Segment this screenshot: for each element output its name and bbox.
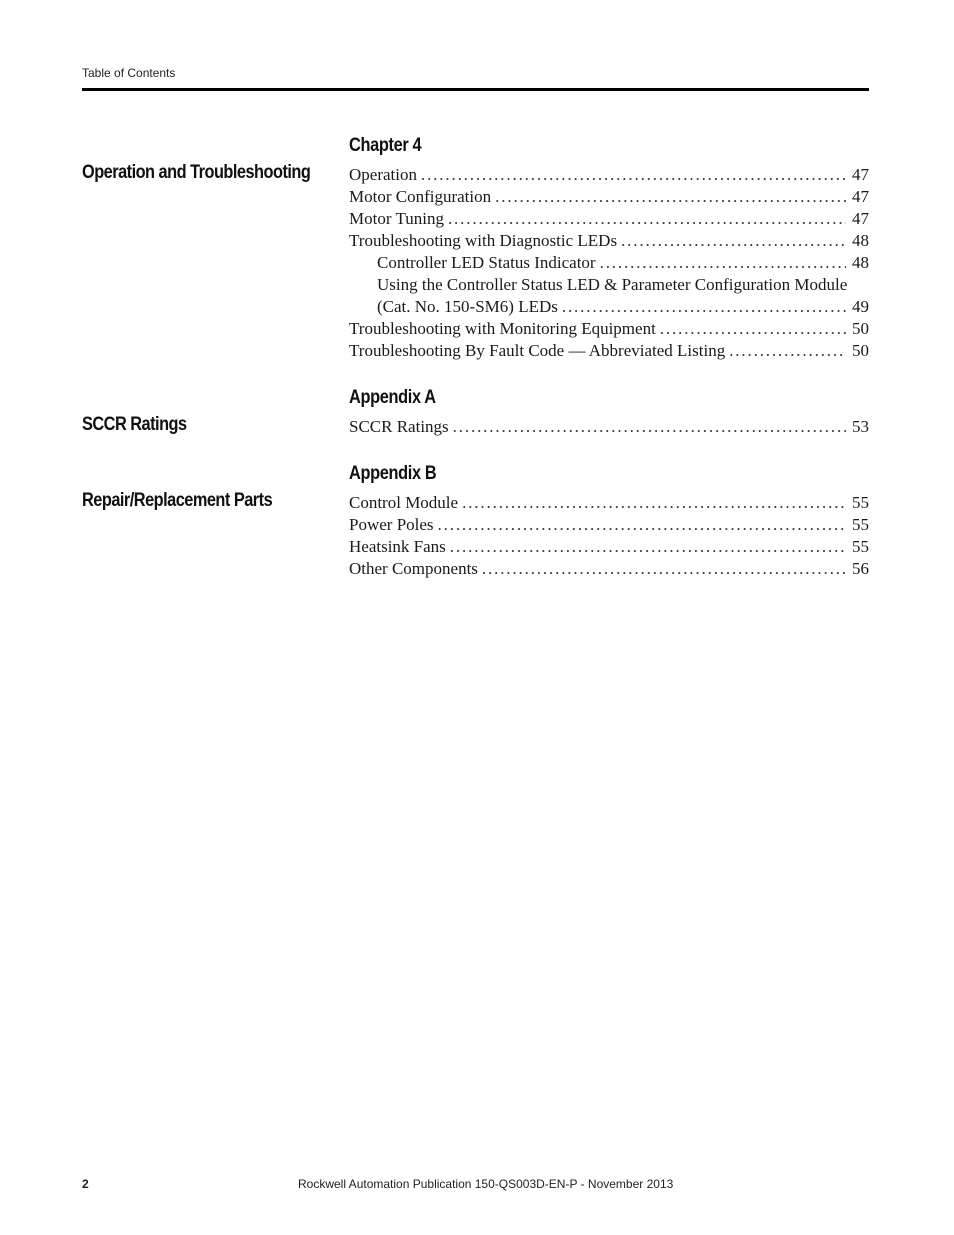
toc-entry[interactable] <box>349 164 869 186</box>
dot-leader <box>482 558 846 580</box>
toc-page-number: 47 <box>852 165 869 184</box>
toc-page-number: 55 <box>852 493 869 512</box>
toc-entry[interactable] <box>349 536 869 558</box>
toc-entry-label: Troubleshooting with Diagnostic LEDs <box>349 231 618 250</box>
section-title: Operation and Troubleshooting <box>82 162 311 183</box>
toc-entry-label: (Cat. No. 150-SM6) LEDs <box>377 297 558 316</box>
toc-entry-label: Troubleshooting By Fault Code — Abbreviated Listing <box>349 341 726 360</box>
toc-entry-label: Other Components <box>349 559 478 578</box>
toc-page-number: 49 <box>852 297 869 316</box>
toc-entry-label: Control Module <box>349 493 459 512</box>
dot-leader <box>729 340 846 362</box>
toc-entry-label: Heatsink Fans <box>349 537 446 556</box>
dot-leader <box>495 186 846 208</box>
toc-entry-list <box>349 492 869 580</box>
dot-leader <box>453 416 846 438</box>
toc-entry-list <box>349 416 869 438</box>
footer-page-number: 2 <box>82 1177 89 1191</box>
dot-leader <box>421 164 846 186</box>
toc-entry[interactable] <box>349 558 869 580</box>
dot-leader <box>562 296 846 318</box>
toc-entry-label: Operation <box>349 165 417 184</box>
chapter-label: Chapter 4 <box>349 135 422 156</box>
dot-leader <box>600 252 846 274</box>
toc-page-number: 47 <box>852 209 869 228</box>
toc-entry-list <box>349 164 869 362</box>
toc-entry[interactable] <box>349 230 869 252</box>
section-title: SCCR Ratings <box>82 414 187 435</box>
toc-entry-label: Motor Tuning <box>349 209 444 228</box>
dot-leader <box>448 208 846 230</box>
appendix-label: Appendix B <box>349 463 437 484</box>
toc-entry[interactable] <box>349 492 869 514</box>
toc-page-number: 50 <box>852 341 869 360</box>
toc-entry-label: SCCR Ratings <box>349 417 449 436</box>
toc-entry[interactable] <box>349 318 869 340</box>
appendix-label: Appendix A <box>349 387 436 408</box>
dot-leader <box>438 514 846 536</box>
toc-entry[interactable] <box>349 186 869 208</box>
toc-entry[interactable] <box>349 208 869 230</box>
dot-leader <box>462 492 846 514</box>
toc-page-number: 53 <box>852 417 869 436</box>
section-title: Repair/Replacement Parts <box>82 490 273 511</box>
toc-page-number: 55 <box>852 515 869 534</box>
header-rule <box>82 88 869 91</box>
toc-entry-label: Troubleshooting with Monitoring Equipment <box>349 319 656 338</box>
toc-entry-label: Motor Configuration <box>349 187 492 206</box>
toc-page-number: 48 <box>852 253 869 272</box>
toc-page-number: 48 <box>852 231 869 250</box>
dot-leader <box>450 536 846 558</box>
toc-page-number: 50 <box>852 319 869 338</box>
toc-page-number: 47 <box>852 187 869 206</box>
dot-leader <box>621 230 846 252</box>
running-header: Table of Contents <box>82 66 176 80</box>
toc-subentry[interactable] <box>349 252 869 274</box>
toc-entry-label: Controller LED Status Indicator <box>377 253 596 272</box>
toc-entry-label: Power Poles <box>349 515 434 534</box>
toc-entry[interactable] <box>349 416 869 438</box>
toc-entry[interactable] <box>349 514 869 536</box>
toc-subentry[interactable] <box>349 296 869 318</box>
toc-page-number: 56 <box>852 559 869 578</box>
toc-page-number: 55 <box>852 537 869 556</box>
toc-entry[interactable] <box>349 340 869 362</box>
dot-leader <box>660 318 846 340</box>
footer-publication: Rockwell Automation Publication 150-QS003D-EN-P - November 2013 <box>298 1177 674 1191</box>
toc-subentry-label-line1[interactable]: Using the Controller Status LED & Parameter Configuration Module <box>377 275 848 294</box>
